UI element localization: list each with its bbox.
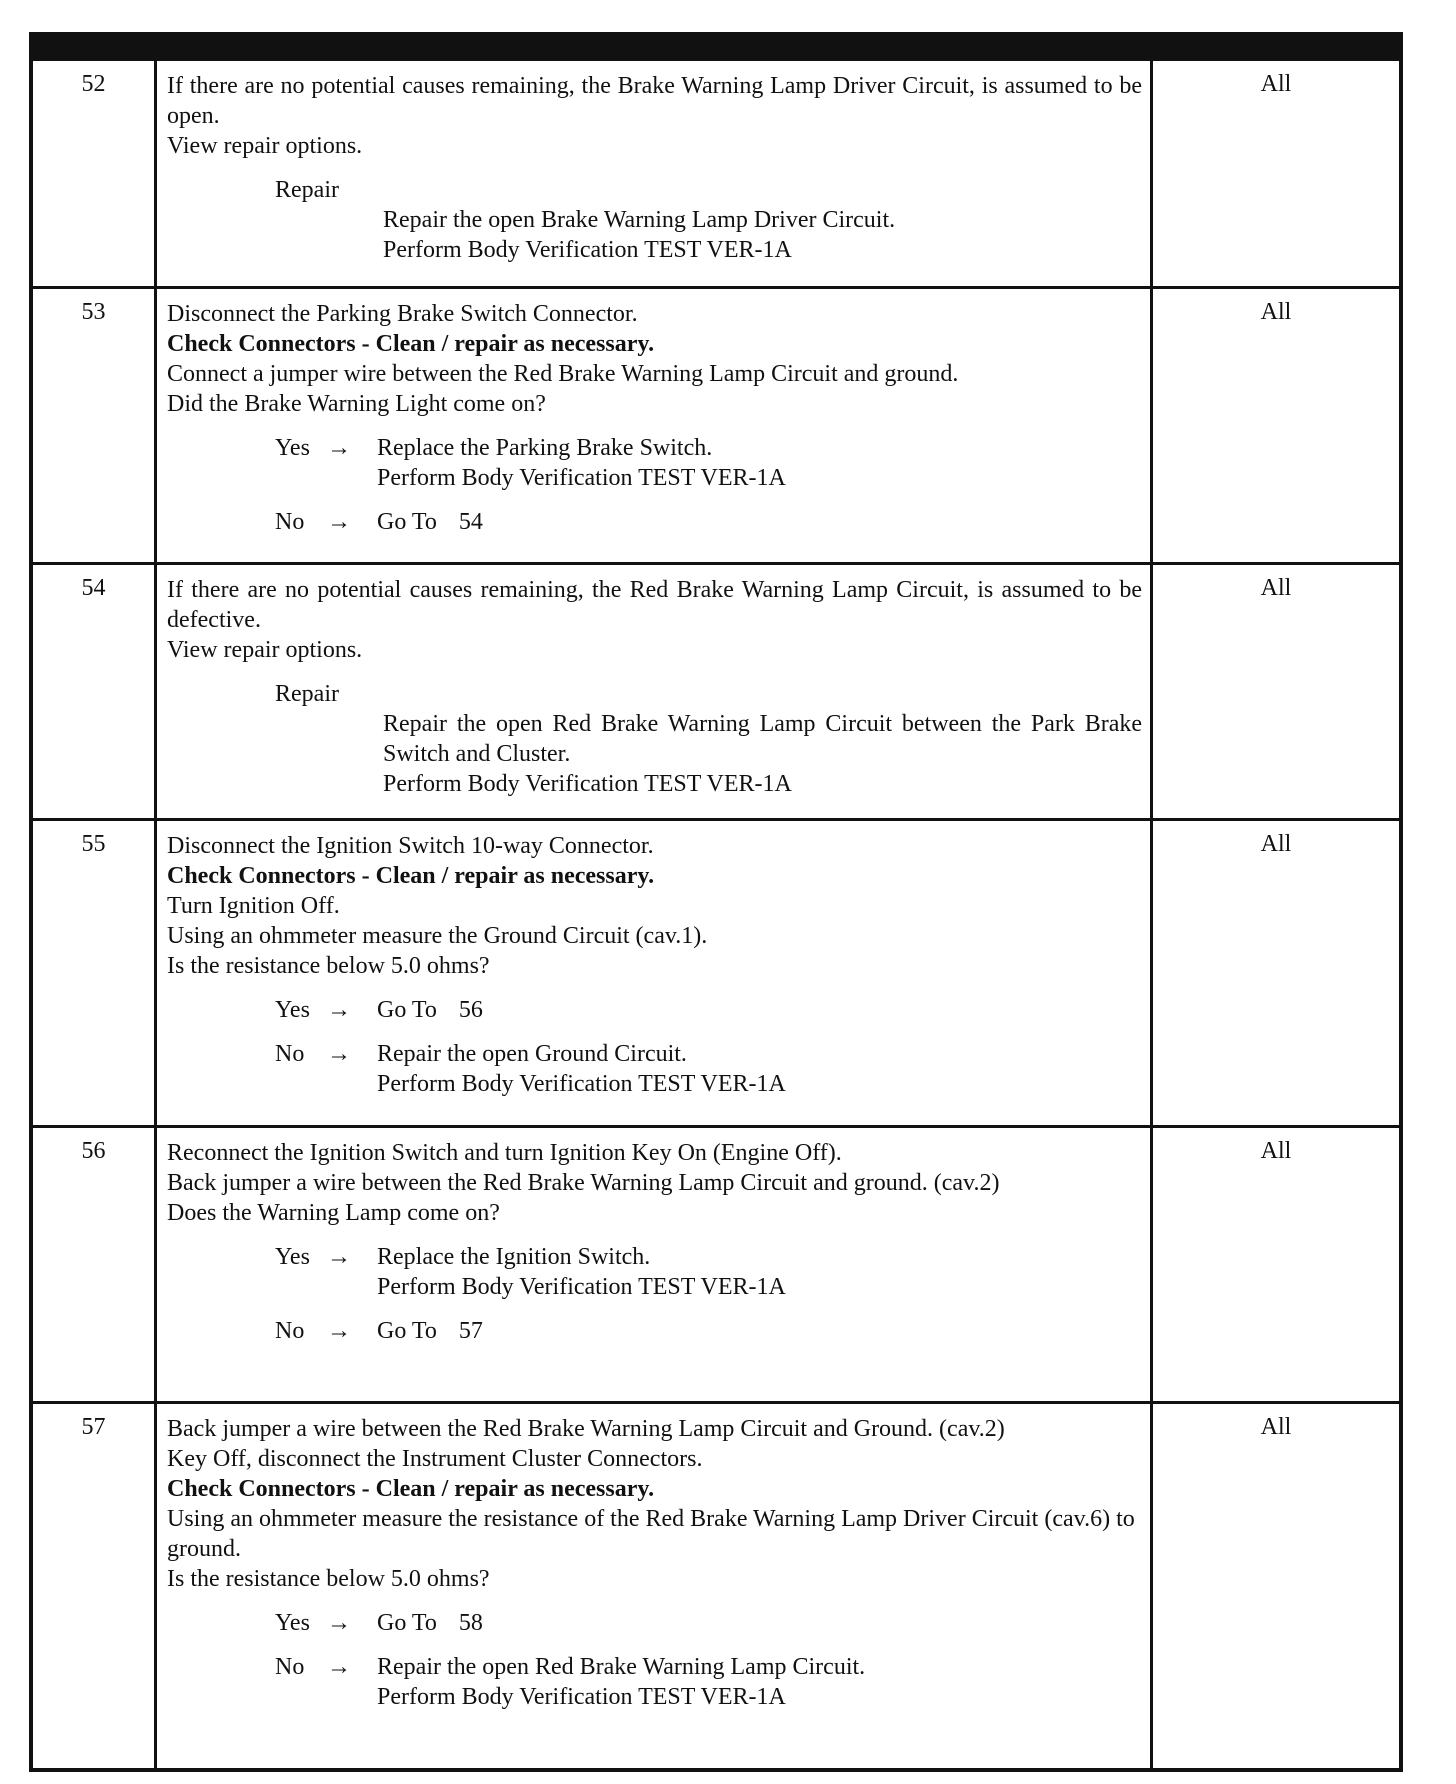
no-action: [377, 507, 1142, 537]
goto-step: 54: [458, 509, 483, 535]
no-action: [377, 1652, 1142, 1712]
yes-label: Yes: [275, 997, 310, 1023]
no-branch: [167, 1316, 1142, 1346]
step-text: Turn Ignition Off.: [167, 893, 340, 919]
arrow-icon: →: [327, 1318, 351, 1344]
check-connectors-text: Check Connectors - Clean / repair as necessary.: [167, 863, 655, 889]
step-text: If there are no potential causes remaining, the Brake Warning Lamp Driver Circuit, is assumed to be open.: [167, 73, 1142, 129]
step-text: Is the resistance below 5.0 ohms?: [167, 1566, 490, 1592]
yes-text: Perform Body Verification TEST VER-1A: [377, 1274, 786, 1300]
table-row: [33, 1125, 1399, 1401]
goto-text: Go To: [377, 509, 437, 535]
step-body: [157, 1128, 1153, 1401]
step-text: If there are no potential causes remaining, the Red Brake Warning Lamp Circuit, is assumed to be defective.: [167, 577, 1142, 633]
no-action: [377, 1316, 1142, 1346]
step-number: 56: [33, 1128, 157, 1401]
step-body: [157, 565, 1153, 818]
table-row: [33, 818, 1399, 1125]
step-text: Back jumper a wire between the Red Brake Warning Lamp Circuit and Ground. (cav.2): [167, 1416, 1005, 1442]
goto-step: 57: [458, 1318, 483, 1344]
step-text: Key Off, disconnect the Instrument Cluster Connectors.: [167, 1446, 703, 1472]
applicability: All: [1260, 1138, 1292, 1164]
step-number: 53: [33, 289, 157, 562]
yes-branch: [167, 1242, 1142, 1302]
step-text: View repair options.: [167, 133, 363, 159]
step-text: Does the Warning Lamp come on?: [167, 1200, 500, 1226]
step-text: Reconnect the Ignition Switch and turn Ignition Key On (Engine Off).: [167, 1140, 842, 1166]
arrow-icon: →: [327, 1041, 351, 1067]
check-connectors-text: Check Connectors - Clean / repair as necessary.: [167, 1476, 655, 1502]
repair-text: Perform Body Verification TEST VER-1A: [383, 771, 792, 797]
applicability: All: [1260, 1414, 1292, 1440]
step-text: View repair options.: [167, 637, 363, 663]
repair-lines: [167, 709, 1142, 799]
step-body: [157, 61, 1153, 286]
table-row: [33, 562, 1399, 818]
repair-text: Repair the open Red Brake Warning Lamp Circuit between the Park Brake Switch and Cluster.: [383, 711, 1142, 767]
yes-action: [377, 1242, 1142, 1302]
no-branch: [167, 1652, 1142, 1712]
check-connectors-text: Check Connectors - Clean / repair as necessary.: [167, 331, 655, 357]
no-branch: [167, 507, 1142, 537]
goto-text: Go To: [377, 1610, 437, 1636]
diagnostic-table: [29, 32, 1403, 1772]
arrow-icon: →: [327, 1654, 351, 1680]
step-number: 55: [33, 821, 157, 1125]
applicability: All: [1260, 575, 1292, 601]
yes-action: [377, 433, 1142, 493]
table-row: [33, 286, 1399, 562]
yes-branch: [167, 995, 1142, 1025]
repair-text: Repair the open Brake Warning Lamp Driver Circuit.: [383, 207, 896, 233]
step-body: [157, 821, 1153, 1125]
no-branch: [167, 1039, 1142, 1099]
yes-branch: [167, 1608, 1142, 1638]
yes-text: Replace the Parking Brake Switch.: [377, 435, 713, 461]
yes-label: Yes: [275, 1610, 310, 1636]
table-row: [33, 58, 1399, 286]
table-header-bar: [33, 36, 1399, 58]
step-body: [157, 289, 1153, 562]
arrow-icon: →: [327, 1610, 351, 1636]
step-text: Back jumper a wire between the Red Brake Warning Lamp Circuit and ground. (cav.2): [167, 1170, 1000, 1196]
yes-text: Replace the Ignition Switch.: [377, 1244, 651, 1270]
no-label: No: [275, 1041, 305, 1067]
step-text: Disconnect the Parking Brake Switch Connector.: [167, 301, 638, 327]
yes-text: Perform Body Verification TEST VER-1A: [377, 465, 786, 491]
no-label: No: [275, 509, 305, 535]
step-number: 57: [33, 1404, 157, 1768]
yes-label: Yes: [275, 1244, 310, 1270]
step-text: Did the Brake Warning Light come on?: [167, 391, 546, 417]
step-body: [157, 1404, 1153, 1768]
goto-step: 56: [458, 997, 483, 1023]
step-text: Is the resistance below 5.0 ohms?: [167, 953, 490, 979]
applicability: All: [1260, 71, 1292, 97]
yes-action: [377, 1608, 1142, 1638]
no-label: No: [275, 1654, 305, 1680]
no-text: Perform Body Verification TEST VER-1A: [377, 1071, 786, 1097]
step-number: 52: [33, 61, 157, 286]
goto-text: Go To: [377, 997, 437, 1023]
applicability: All: [1260, 831, 1292, 857]
applicability: All: [1260, 299, 1292, 325]
repair-text: Perform Body Verification TEST VER-1A: [383, 237, 792, 263]
yes-action: [377, 995, 1142, 1025]
repair-lines: [167, 205, 1142, 265]
repair-label: Repair: [275, 681, 339, 707]
step-text: Connect a jumper wire between the Red Brake Warning Lamp Circuit and ground.: [167, 361, 959, 387]
no-action: [377, 1039, 1142, 1099]
repair-label: Repair: [275, 177, 339, 203]
no-text: Repair the open Red Brake Warning Lamp Circuit.: [377, 1654, 866, 1680]
no-label: No: [275, 1318, 305, 1344]
yes-branch: [167, 433, 1142, 493]
step-text: Using an ohmmeter measure the Ground Circuit (cav.1).: [167, 923, 708, 949]
no-text: Repair the open Ground Circuit.: [377, 1041, 687, 1067]
arrow-icon: →: [327, 997, 351, 1023]
arrow-icon: →: [327, 1244, 351, 1270]
yes-label: Yes: [275, 435, 310, 461]
step-number: 54: [33, 565, 157, 818]
step-text: Disconnect the Ignition Switch 10-way Connector.: [167, 833, 654, 859]
table-row: [33, 1401, 1399, 1768]
arrow-icon: →: [327, 509, 351, 535]
no-text: Perform Body Verification TEST VER-1A: [377, 1684, 786, 1710]
arrow-icon: →: [327, 435, 351, 461]
step-text: Using an ohmmeter measure the resistance of the Red Brake Warning Lamp Driver Circuit (cav.6) to ground.: [167, 1506, 1135, 1562]
goto-text: Go To: [377, 1318, 437, 1344]
goto-step: 58: [458, 1610, 483, 1636]
